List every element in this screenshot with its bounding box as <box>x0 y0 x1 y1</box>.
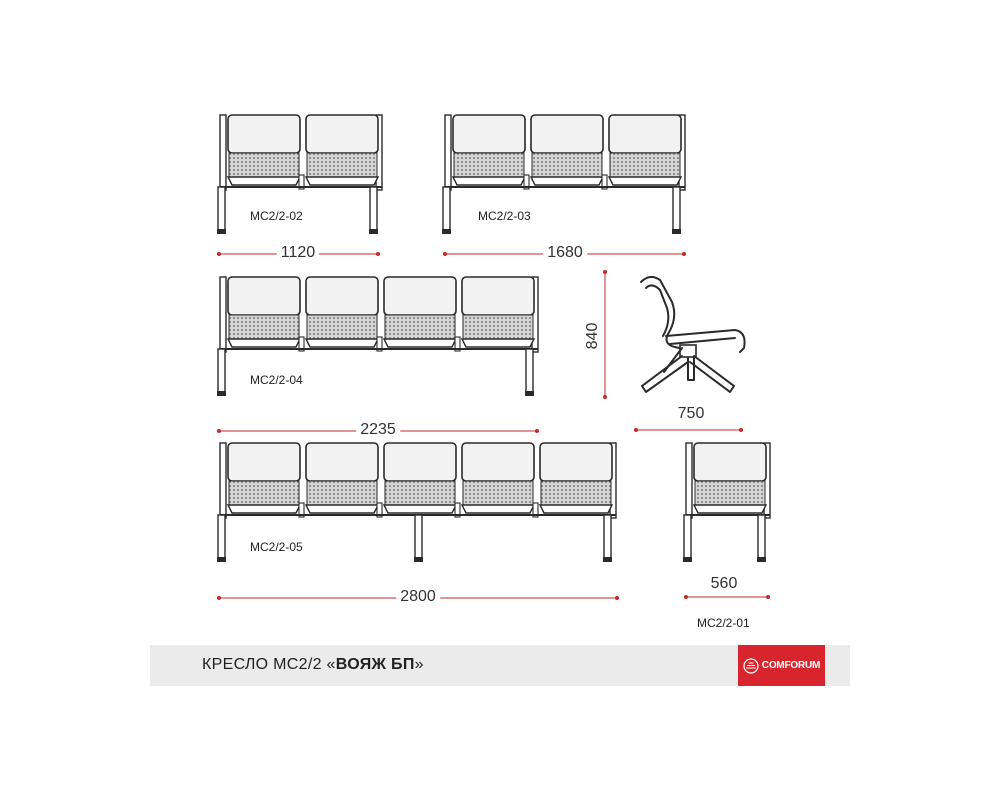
dimline-840 <box>603 270 607 399</box>
leg <box>218 349 225 393</box>
seat <box>299 115 378 189</box>
seat <box>533 443 612 517</box>
seat <box>377 443 456 517</box>
leg <box>218 515 225 559</box>
dimension-2800: 2800 <box>396 588 440 606</box>
chair-side-view <box>641 277 745 392</box>
model-label-mc2-03: MC2/2-03 <box>478 209 531 223</box>
seat <box>524 115 603 189</box>
dimension-840: 840 <box>584 320 602 353</box>
dimline-560 <box>684 595 770 599</box>
product-title-suffix: » <box>414 656 424 673</box>
dimension-560: 560 <box>707 575 742 593</box>
brand-name: COMFORUM <box>761 660 821 671</box>
seat <box>455 277 534 351</box>
leg <box>673 187 680 231</box>
leg <box>370 187 377 231</box>
seat <box>377 277 456 351</box>
chair-base-leg <box>690 356 734 392</box>
seat <box>228 277 300 347</box>
product-title <box>202 656 424 674</box>
seat <box>299 443 378 517</box>
leg <box>526 349 533 393</box>
footer-bar <box>150 645 850 686</box>
chair-base-leg <box>642 356 688 392</box>
seat <box>453 115 525 185</box>
bench-mc2-01 <box>683 443 770 562</box>
model-label-mc2-05: MC2/2-05 <box>250 540 303 554</box>
model-label-mc2-01: MC2/2-01 <box>697 616 750 630</box>
model-label-mc2-04: MC2/2-04 <box>250 373 303 387</box>
seat <box>228 115 300 185</box>
product-title-prefix: КРЕСЛО MC2/2 « <box>202 656 336 673</box>
dimension-2235: 2235 <box>356 421 400 439</box>
leg <box>218 187 225 231</box>
model-label-mc2-02: MC2/2-02 <box>250 209 303 223</box>
brand-logo <box>738 645 825 686</box>
chair-base-leg <box>688 358 694 380</box>
seat <box>694 443 766 513</box>
leg <box>443 187 450 231</box>
seat <box>602 115 681 189</box>
dimline-750 <box>634 428 743 432</box>
dimension-1680: 1680 <box>543 244 587 262</box>
seat <box>228 443 300 513</box>
leg <box>604 515 611 559</box>
seat <box>455 443 534 517</box>
leg <box>758 515 765 559</box>
product-title-name: ВОЯЖ БП <box>335 656 415 673</box>
dimension-1120: 1120 <box>277 244 319 262</box>
dimension-750: 750 <box>674 405 709 423</box>
comforum-logo-icon <box>743 658 759 674</box>
leg <box>684 515 691 559</box>
seat <box>299 277 378 351</box>
leg <box>415 515 422 559</box>
